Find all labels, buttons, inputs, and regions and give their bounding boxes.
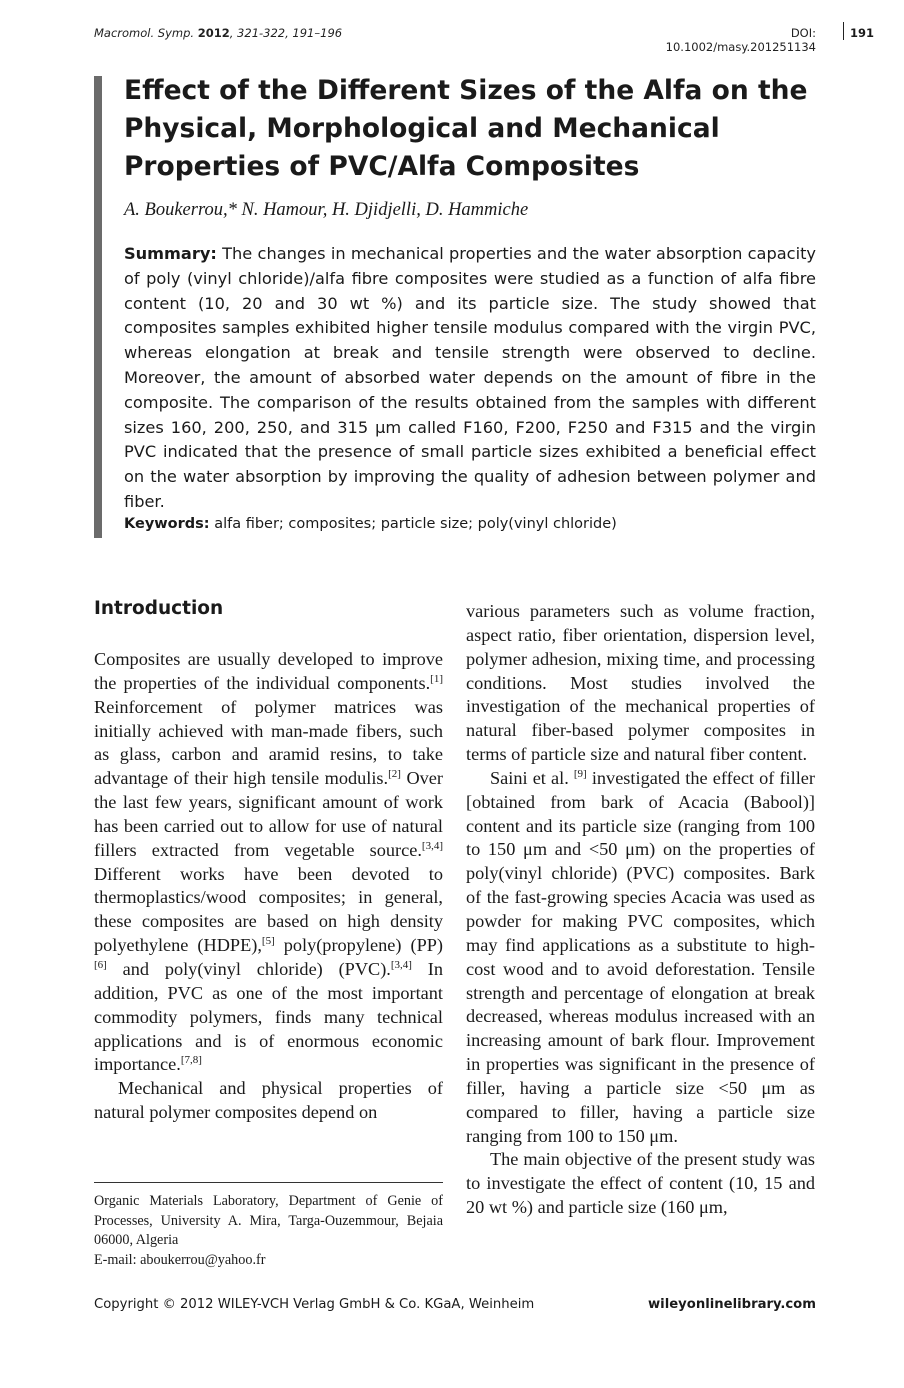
keywords [124, 516, 617, 532]
text-span: Different works have been devoted to thermoplastics/wood composites; in general, these composites are based on high density polyethylene (HDPE), [94, 863, 443, 956]
citation-ref[interactable]: [2] [388, 768, 401, 781]
section-heading-introduction: Introduction [94, 598, 224, 619]
footnote-rule [94, 1182, 443, 1183]
doi: DOI: 10.1002/masy.201251134 [665, 26, 816, 54]
text-span: Reinforcement of polymer matrices was initially achieved with man-made fibers, such as glass, carbon and aramid resins, to take advantage of their high tensile modulis. [94, 696, 443, 789]
summary-text: The changes in mechanical properties and the water absorption capacity of poly (vinyl chloride)/alfa fibre composites were studied as a function of alfa fibre content (10, 20 and 30 wt %) and its particle size. The study showed that composites samples exhibited higher tensile modulus compared with the virgin PVC, whereas elongation at break and tensile strength were observed to decline. Moreover, the amount of absorbed water depends on the amount of fibre in the composite. The comparison of the results obtained from the samples with different sizes 160, 200, 250, and 315 μm called F160, F200, F250 and F315 and the virgin PVC indicated that the presence of small particle sizes exhibited a beneficial effect on the water absorption by improving the quality of adhesion between polymer and fiber. [124, 244, 816, 511]
text-span: poly(propylene) (PP) [274, 935, 443, 956]
citation-ref[interactable]: [6] [94, 958, 107, 971]
journal-year: 2012 [197, 26, 230, 40]
abstract-side-bar [94, 76, 102, 538]
article-title: Effect of the Different Sizes of the Alfa on the Physical, Morphological and Mechanical Properties of PVC/Alfa Composites [124, 75, 808, 182]
publisher-website-link[interactable]: wileyonlinelibrary.com [648, 1297, 816, 1312]
text-span: Composites are usually developed to improve the properties of the individual components. [94, 649, 443, 693]
intro-paragraph-4 [466, 767, 815, 1149]
intro-paragraph-3: various parameters such as volume fraction, aspect ratio, fiber orientation, dispersion level, polymer adhesion, mixing time, and processing conditions. Most studies involved the investigation of the mechanical properties of natural fiber-based polymer composites in terms of particle size and natural fiber content. [466, 601, 815, 765]
affiliation-footnote [94, 1192, 443, 1270]
citation-ref[interactable]: [3,4] [421, 839, 443, 852]
journal-volume-pages: , 321-322, 191–196 [229, 26, 343, 40]
author-list: A. Boukerrou,* N. Hamour, H. Djidjelli, D. Hammiche [124, 200, 529, 220]
text-span: and poly(vinyl chloride) (PVC). [106, 958, 391, 979]
text-span: investigated the effect of filler [obtained from bark of Acacia (Babool)] content and its particle size (ranging from 100 to 150 μm and <50 μm) on the properties of poly(vinyl chloride) (PVC) composites. Bark of the fast-growing species Acacia was used as powder for making PVC composites, which may find applications as a substitute to high-cost wood and to avoid deforestation. Tensile strength and percentage of elongation at break decreased, whereas modulus increased with an increasing amount of bark flour. Improvement in properties was significant in the presence of filler, having a particle size <50 μm as compared to filler, having a particle size ranging from 100 to 150 μm. [466, 767, 815, 1146]
left-column [94, 648, 443, 1125]
copyright-notice: Copyright © 2012 WILEY-VCH Verlag GmbH & Co. KGaA, Weinheim [94, 1297, 535, 1312]
citation-ref[interactable]: [3,4] [390, 958, 412, 971]
header-divider [843, 22, 844, 40]
abstract-summary [124, 242, 816, 515]
intro-paragraph-1 [94, 648, 443, 1077]
citation-ref[interactable]: [7,8] [180, 1054, 202, 1067]
keywords-label: Keywords: [124, 516, 210, 532]
journal-name: Macromol. Symp. [94, 26, 195, 40]
summary-label: Summary: [124, 244, 217, 263]
author-email[interactable]: E-mail: aboukerrou@yahoo.fr [94, 1251, 266, 1268]
keywords-text: alfa fiber; composites; particle size; poly(vinyl chloride) [214, 516, 617, 532]
page-number: 191 [850, 26, 875, 40]
text-span: In addition, PVC as one of the most important commodity polymers, finds many technical applications and is of enormous economic importance. [94, 958, 443, 1075]
right-column [466, 600, 815, 1220]
citation-ref[interactable]: [9] [573, 767, 587, 780]
text-span: Saini et al. [490, 767, 574, 788]
citation-ref[interactable]: [5] [261, 935, 275, 948]
intro-paragraph-2: Mechanical and physical properties of natural polymer composites depend on [94, 1078, 443, 1123]
affiliation-text: Organic Materials Laboratory, Department of Genie of Processes, University A. Mira, Targa-Ouzemmour, Bejaia 06000, Algeria [94, 1193, 443, 1248]
citation-ref[interactable]: [1] [430, 672, 443, 685]
intro-paragraph-5: The main objective of the present study was to investigate the effect of content (10, 15 and 20 wt %) and particle size (160 μm, [466, 1149, 815, 1218]
journal-citation [94, 26, 342, 40]
text-span: Over the last few years, significant amount of work has been carried out to allow for use of natural fillers extracted from vegetable source. [94, 768, 443, 860]
